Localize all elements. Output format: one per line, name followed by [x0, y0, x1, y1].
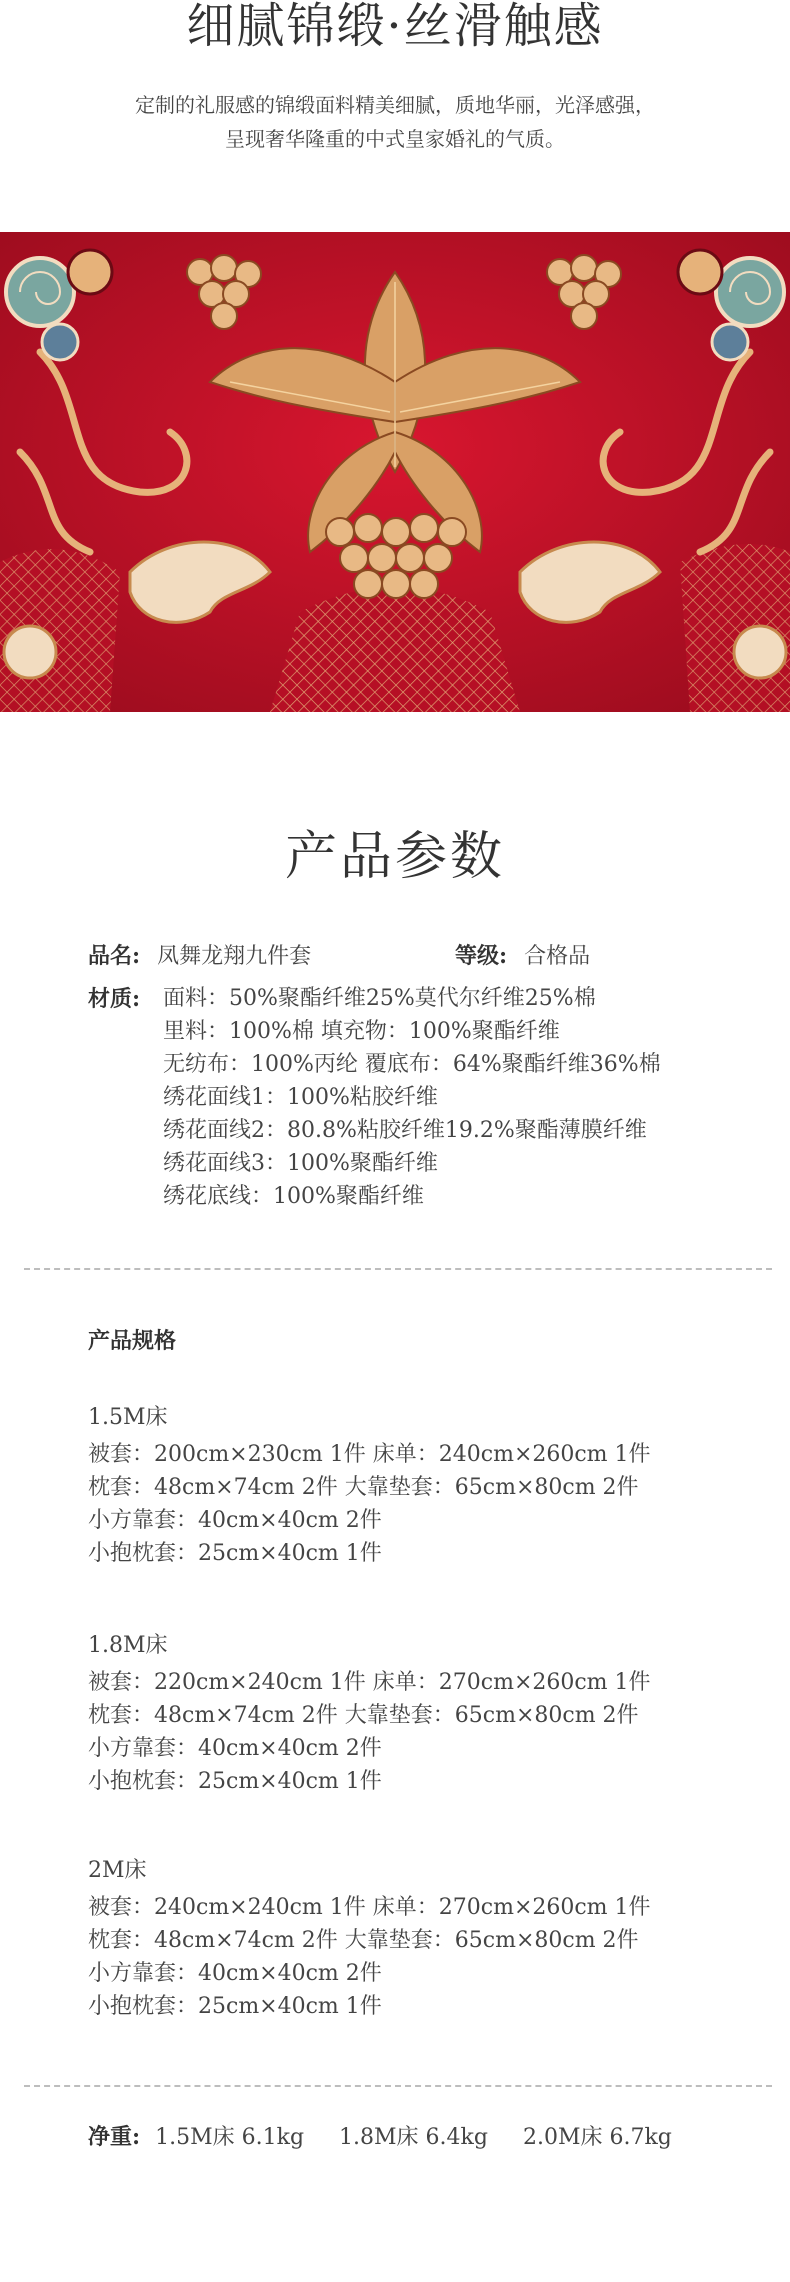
- material-label: 材质:: [88, 986, 141, 1012]
- size-heading: 2M床: [88, 1858, 147, 1883]
- size-spec-line: 小方靠套：40cm×40cm 2件: [88, 1736, 382, 1761]
- size-spec-line: 小抱枕套：25cm×40cm 1件: [88, 1769, 382, 1794]
- name-row: [88, 940, 311, 973]
- material-line: 绣花面线2：80.8%粘胶纤维19.2%聚酯薄膜纤维: [163, 1118, 647, 1143]
- grade-value: 合格品: [524, 944, 591, 969]
- hero-title: 细腻锦缎·丝滑触感: [186, 0, 604, 54]
- size-spec-line: 被套：220cm×240cm 1件 床单：270cm×260cm 1件: [88, 1670, 651, 1695]
- size-spec-line: 被套：240cm×240cm 1件 床单：270cm×260cm 1件: [88, 1895, 651, 1920]
- embroidery-photo: [0, 232, 790, 712]
- hero-desc-line-1: 定制的礼服感的锦缎面料精美细腻，质地华丽，光泽感强，: [135, 93, 655, 117]
- size-spec-line: 小方靠套：40cm×40cm 2件: [88, 1961, 382, 1986]
- size-heading: 1.5M床: [88, 1405, 168, 1430]
- size-spec-line: 小抱枕套：25cm×40cm 1件: [88, 1994, 382, 2019]
- material-line: 里料：100%棉 填充物：100%聚酯纤维: [163, 1019, 560, 1044]
- size-spec-line: 枕套：48cm×74cm 2件 大靠垫套：65cm×80cm 2件: [88, 1475, 639, 1500]
- weight-label: 净重:: [88, 2124, 141, 2150]
- name-value: 凤舞龙翔九件套: [157, 944, 312, 969]
- hero-desc-line-2: 呈现奢华隆重的中式皇家婚礼的气质。: [225, 127, 565, 151]
- weight-item: 1.5M床 6.1kg: [155, 2125, 305, 2150]
- material-line: 绣花面线3：100%聚酯纤维: [163, 1151, 438, 1176]
- hero-description: [0, 88, 790, 156]
- size-spec-line: 枕套：48cm×74cm 2件 大靠垫套：65cm×80cm 2件: [88, 1703, 639, 1728]
- net-weight-row: [88, 2120, 700, 2151]
- size-spec-line: 枕套：48cm×74cm 2件 大靠垫套：65cm×80cm 2件: [88, 1928, 639, 1953]
- size-spec-line: 被套：200cm×230cm 1件 床单：240cm×260cm 1件: [88, 1442, 651, 1467]
- material-label-row: [88, 983, 140, 1016]
- weight-item: 2.0M床 6.7kg: [522, 2125, 672, 2150]
- name-label: 品名:: [88, 943, 141, 969]
- params-title: 产品参数: [284, 827, 505, 887]
- material-line: 无纺布：100%丙纶 覆底布：64%聚酯纤维36%棉: [163, 1052, 661, 1077]
- divider: [24, 1268, 772, 1270]
- specs-title: 产品规格: [88, 1328, 177, 1354]
- size-spec-line: 小抱枕套：25cm×40cm 1件: [88, 1541, 382, 1566]
- grade-row: [455, 940, 590, 973]
- size-heading: 1.8M床: [88, 1633, 168, 1658]
- divider: [24, 2085, 772, 2087]
- grade-label: 等级:: [455, 943, 508, 969]
- material-line: 绣花底线：100%聚酯纤维: [163, 1184, 424, 1209]
- embroidery-illustration: [0, 232, 790, 712]
- size-spec-line: 小方靠套：40cm×40cm 2件: [88, 1508, 382, 1533]
- weight-item: 1.8M床 6.4kg: [339, 2125, 488, 2150]
- material-line: 绣花面线1：100%粘胶纤维: [163, 1085, 438, 1110]
- material-line: 面料：50%聚酯纤维25%莫代尔纤维25%棉: [163, 986, 596, 1011]
